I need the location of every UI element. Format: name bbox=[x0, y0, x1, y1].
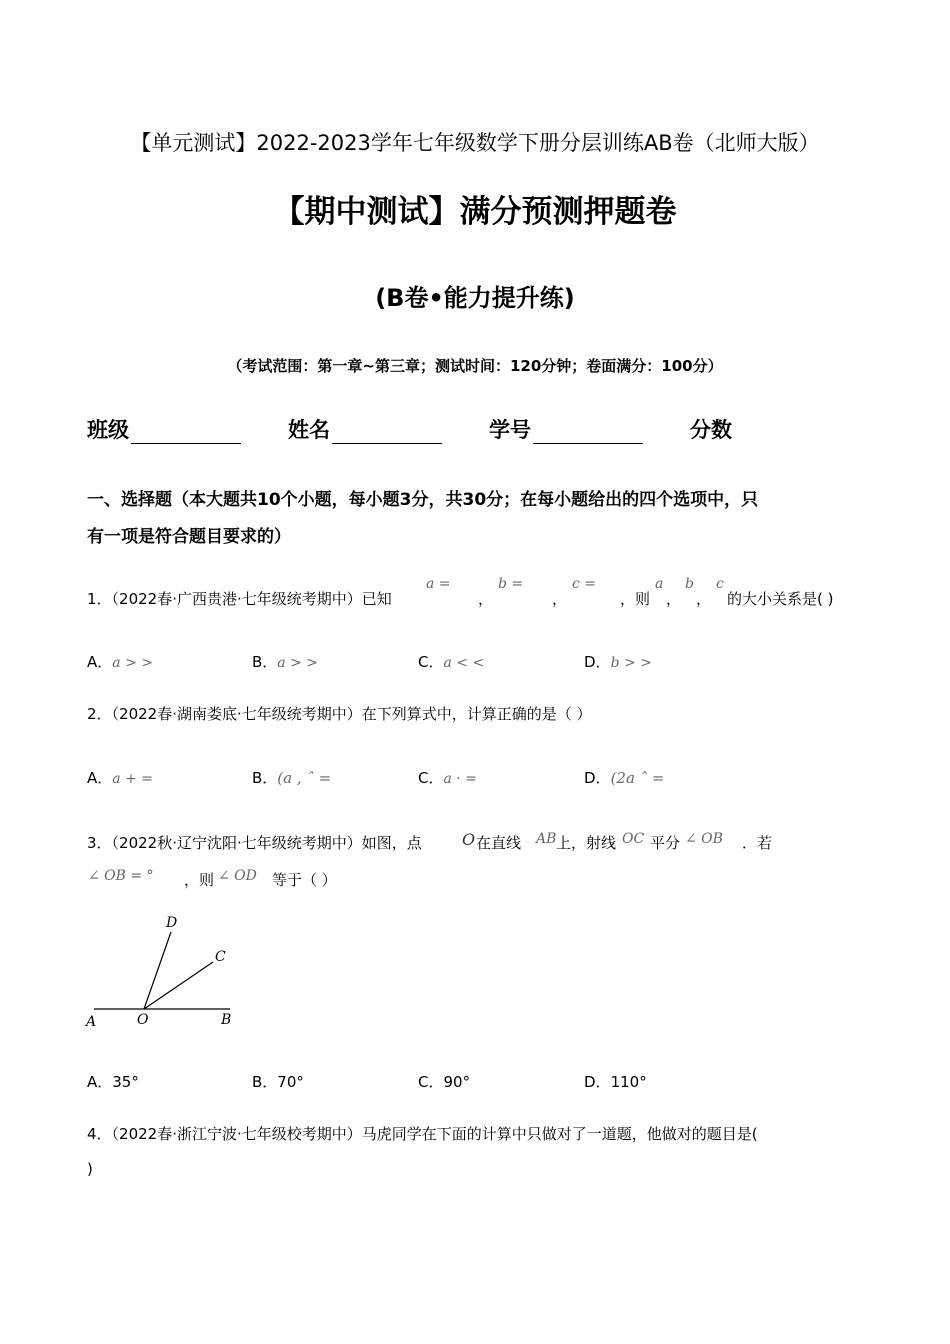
exam-scope: （考试范围：第一章~第三章；测试时间：120分钟；卷面满分：100分） bbox=[227, 357, 723, 375]
q3-prefix: 3．（2022秋·辽宁沈阳·七年级统考期中）如图，点 bbox=[87, 834, 422, 852]
option-value: 110° bbox=[610, 1073, 647, 1091]
q3-line-ab: AB bbox=[536, 831, 557, 847]
q3-option-d bbox=[584, 1071, 647, 1092]
label-a: A bbox=[86, 1014, 97, 1030]
q3-option-b bbox=[252, 1071, 304, 1092]
q1-comma-b: ， bbox=[696, 590, 712, 608]
q3-angle-2: ∠ OB = ° bbox=[88, 868, 154, 884]
ray-oc bbox=[144, 962, 213, 1009]
q1-option-b bbox=[252, 651, 318, 672]
q1-option-a bbox=[87, 651, 153, 672]
label-o: O bbox=[137, 1012, 149, 1028]
option-math: a · = bbox=[443, 771, 477, 787]
score-field bbox=[690, 414, 732, 444]
q1-var-c: c bbox=[716, 576, 724, 592]
q1-option-c bbox=[418, 651, 484, 672]
document-supertitle: 【单元测试】2022-2023学年七年级数学下册分层训练AB卷（北师大版） bbox=[130, 131, 820, 155]
q3-end-2: 等于（ ） bbox=[272, 871, 337, 889]
q1-comma-1: ， bbox=[478, 590, 494, 608]
option-label: B． bbox=[252, 769, 278, 787]
q1-var-b: b bbox=[685, 576, 694, 592]
section1-heading-line1: 一、选择题（本大题共10个小题，每小题3分，共30分；在每小题给出的四个选项中，只 bbox=[87, 490, 759, 510]
q1-math-c: c = bbox=[572, 576, 597, 592]
q1-comma-2: ， bbox=[552, 590, 568, 608]
option-label: A． bbox=[87, 1073, 113, 1091]
q1-var-a: a bbox=[655, 576, 664, 592]
name-blank bbox=[332, 421, 442, 444]
label-c: C bbox=[215, 949, 226, 965]
q3-figure bbox=[82, 910, 242, 1035]
q1-math-a: a = bbox=[426, 576, 451, 592]
q3-angle-1: ∠ OB bbox=[685, 831, 723, 847]
option-label: B． bbox=[252, 653, 278, 671]
section1-heading-line2: 有一项是符合题目要求的） bbox=[87, 527, 291, 547]
document-subtitle: (B卷•能力提升练) bbox=[375, 284, 575, 312]
q3-mid-4: ，则 bbox=[184, 871, 215, 889]
option-label: C． bbox=[418, 1073, 444, 1091]
id-label: 学号 bbox=[489, 418, 531, 442]
q3-ray-oc: OC bbox=[622, 831, 645, 847]
q2-option-a bbox=[87, 767, 153, 788]
q4-stem-line2: ) bbox=[87, 1160, 93, 1178]
id-blank bbox=[533, 421, 643, 444]
q2-option-d bbox=[584, 767, 665, 788]
option-label: A． bbox=[87, 769, 113, 787]
q4-stem-line1: 4．（2022春·浙江宁波·七年级校考期中）马虎同学在下面的计算中只做对了一道题，他做对的题目是( bbox=[87, 1125, 758, 1143]
q2-option-b bbox=[252, 767, 331, 788]
option-math: b > > bbox=[610, 655, 652, 671]
q1-then: ，则 bbox=[620, 590, 651, 608]
option-math: a + = bbox=[112, 771, 153, 787]
score-label: 分数 bbox=[690, 418, 732, 442]
q2-stem: 2．（2022春·湖南娄底·七年级统考期中）在下列算式中，计算正确的是（ ） bbox=[87, 705, 592, 723]
q1-math-b: b = bbox=[498, 576, 524, 592]
option-value: 90° bbox=[443, 1073, 471, 1091]
option-label: C． bbox=[418, 769, 444, 787]
q1-suffix: 的大小关系是( ) bbox=[727, 590, 834, 608]
option-label: D． bbox=[584, 1073, 611, 1091]
option-value: 35° bbox=[112, 1073, 139, 1091]
document-title: 【期中测试】满分预测押题卷 bbox=[273, 194, 677, 230]
q3-option-c bbox=[418, 1071, 470, 1092]
q3-mid-1: 在直线 bbox=[476, 834, 522, 852]
class-label: 班级 bbox=[87, 418, 129, 442]
option-math: (a , ˆ = bbox=[277, 769, 332, 787]
q3-angle-3: ∠ OD bbox=[218, 868, 257, 884]
option-label: A． bbox=[87, 653, 113, 671]
option-label: B． bbox=[252, 1073, 278, 1091]
q3-mid-3: 平分 bbox=[650, 834, 681, 852]
option-value: 70° bbox=[277, 1073, 304, 1091]
option-math: a > > bbox=[277, 655, 319, 671]
option-label: D． bbox=[584, 769, 611, 787]
option-label: C． bbox=[418, 653, 444, 671]
ray-od bbox=[144, 932, 171, 1009]
option-math: a < < bbox=[443, 655, 485, 671]
q3-point-o: O bbox=[462, 830, 476, 849]
class-blank bbox=[131, 421, 241, 444]
option-math: a > > bbox=[112, 655, 153, 671]
q3-option-a bbox=[87, 1071, 139, 1092]
option-label: D． bbox=[584, 653, 611, 671]
q1-option-d bbox=[584, 651, 652, 672]
q1-prefix: 1．（2022春·广西贵港·七年级统考期中）已知 bbox=[87, 590, 392, 608]
label-b: B bbox=[221, 1012, 232, 1028]
class-field bbox=[87, 414, 241, 444]
option-math: (2a ˆ = bbox=[610, 769, 665, 787]
name-field bbox=[288, 414, 442, 444]
name-label: 姓名 bbox=[288, 418, 330, 442]
q3-end-1: ．若 bbox=[742, 834, 773, 852]
q3-mid-2: 上，射线 bbox=[556, 834, 617, 852]
label-d: D bbox=[166, 915, 178, 931]
q1-comma-a: ， bbox=[666, 590, 682, 608]
q2-option-c bbox=[418, 767, 477, 788]
id-field bbox=[489, 414, 643, 444]
